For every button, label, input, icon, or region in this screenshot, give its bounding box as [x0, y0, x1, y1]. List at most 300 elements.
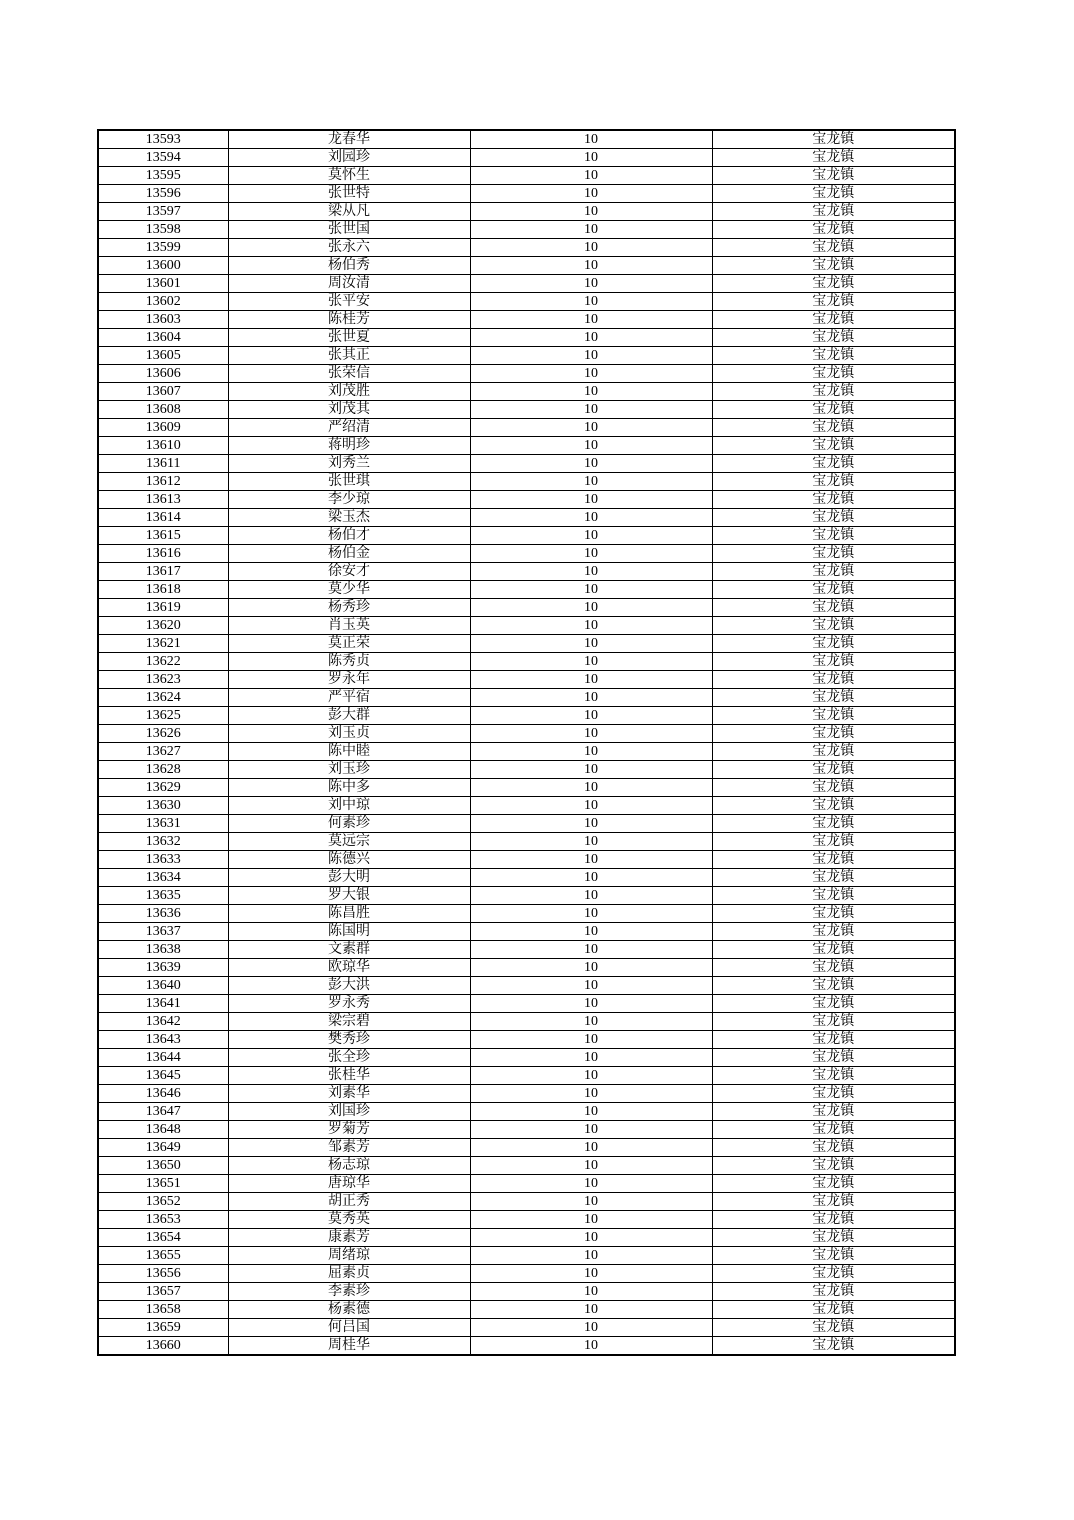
- town-cell: 宝龙镇: [712, 905, 955, 923]
- table-row: [98, 365, 955, 383]
- table-row: [98, 1049, 955, 1067]
- name-cell: 陈国明: [228, 923, 470, 941]
- amount-cell: 10: [470, 761, 712, 779]
- name-cell: 陈德兴: [228, 851, 470, 869]
- table-row: [98, 491, 955, 509]
- town-cell: 宝龙镇: [712, 1211, 955, 1229]
- town-cell: 宝龙镇: [712, 257, 955, 275]
- name-cell: 杨素德: [228, 1301, 470, 1319]
- row-number-cell: 13598: [98, 221, 228, 239]
- row-number-cell: 13616: [98, 545, 228, 563]
- row-number-cell: 13648: [98, 1121, 228, 1139]
- town-cell: 宝龙镇: [712, 473, 955, 491]
- table-row: [98, 455, 955, 473]
- town-cell: 宝龙镇: [712, 149, 955, 167]
- row-number-cell: 13633: [98, 851, 228, 869]
- amount-cell: 10: [470, 329, 712, 347]
- town-cell: 宝龙镇: [712, 185, 955, 203]
- name-cell: 杨志琼: [228, 1157, 470, 1175]
- town-cell: 宝龙镇: [712, 1121, 955, 1139]
- table-row: [98, 779, 955, 797]
- row-number-cell: 13635: [98, 887, 228, 905]
- amount-cell: 10: [470, 419, 712, 437]
- amount-cell: 10: [470, 455, 712, 473]
- amount-cell: 10: [470, 293, 712, 311]
- amount-cell: 10: [470, 149, 712, 167]
- amount-cell: 10: [470, 1103, 712, 1121]
- table-row: [98, 1067, 955, 1085]
- town-cell: 宝龙镇: [712, 130, 955, 149]
- row-number-cell: 13627: [98, 743, 228, 761]
- name-cell: 罗永年: [228, 671, 470, 689]
- town-cell: 宝龙镇: [712, 599, 955, 617]
- amount-cell: 10: [470, 473, 712, 491]
- amount-cell: 10: [470, 653, 712, 671]
- name-cell: 张荣信: [228, 365, 470, 383]
- amount-cell: 10: [470, 887, 712, 905]
- name-cell: 龙春华: [228, 130, 470, 149]
- amount-cell: 10: [470, 707, 712, 725]
- town-cell: 宝龙镇: [712, 275, 955, 293]
- table-row: [98, 257, 955, 275]
- town-cell: 宝龙镇: [712, 923, 955, 941]
- name-cell: 张其正: [228, 347, 470, 365]
- name-cell: 文素群: [228, 941, 470, 959]
- town-cell: 宝龙镇: [712, 401, 955, 419]
- town-cell: 宝龙镇: [712, 221, 955, 239]
- amount-cell: 10: [470, 815, 712, 833]
- town-cell: 宝龙镇: [712, 311, 955, 329]
- name-cell: 严平宿: [228, 689, 470, 707]
- name-cell: 肖玉英: [228, 617, 470, 635]
- name-cell: 李素珍: [228, 1283, 470, 1301]
- name-cell: 蒋明珍: [228, 437, 470, 455]
- name-cell: 屈素贞: [228, 1265, 470, 1283]
- town-cell: 宝龙镇: [712, 833, 955, 851]
- table-row: [98, 473, 955, 491]
- row-number-cell: 13624: [98, 689, 228, 707]
- town-cell: 宝龙镇: [712, 851, 955, 869]
- table-row: [98, 1157, 955, 1175]
- town-cell: 宝龙镇: [712, 293, 955, 311]
- name-cell: 刘中琼: [228, 797, 470, 815]
- town-cell: 宝龙镇: [712, 239, 955, 257]
- name-cell: 梁玉杰: [228, 509, 470, 527]
- town-cell: 宝龙镇: [712, 1283, 955, 1301]
- row-number-cell: 13621: [98, 635, 228, 653]
- amount-cell: 10: [470, 779, 712, 797]
- table-row: [98, 1301, 955, 1319]
- row-number-cell: 13595: [98, 167, 228, 185]
- town-cell: 宝龙镇: [712, 1139, 955, 1157]
- data-table: [97, 129, 956, 1356]
- row-number-cell: 13638: [98, 941, 228, 959]
- table-row: [98, 1283, 955, 1301]
- table-row: [98, 833, 955, 851]
- row-number-cell: 13599: [98, 239, 228, 257]
- table-row: [98, 797, 955, 815]
- row-number-cell: 13631: [98, 815, 228, 833]
- row-number-cell: 13659: [98, 1319, 228, 1337]
- row-number-cell: 13650: [98, 1157, 228, 1175]
- amount-cell: 10: [470, 130, 712, 149]
- name-cell: 陈中睦: [228, 743, 470, 761]
- row-number-cell: 13623: [98, 671, 228, 689]
- town-cell: 宝龙镇: [712, 887, 955, 905]
- table-row: [98, 1013, 955, 1031]
- name-cell: 陈中多: [228, 779, 470, 797]
- table-row: [98, 311, 955, 329]
- amount-cell: 10: [470, 509, 712, 527]
- table-row: [98, 1175, 955, 1193]
- table-row: [98, 617, 955, 635]
- town-cell: 宝龙镇: [712, 167, 955, 185]
- name-cell: 彭大洪: [228, 977, 470, 995]
- amount-cell: 10: [470, 977, 712, 995]
- town-cell: 宝龙镇: [712, 635, 955, 653]
- town-cell: 宝龙镇: [712, 977, 955, 995]
- table-row: [98, 941, 955, 959]
- amount-cell: 10: [470, 491, 712, 509]
- row-number-cell: 13610: [98, 437, 228, 455]
- table-row: [98, 851, 955, 869]
- amount-cell: 10: [470, 833, 712, 851]
- table-row: [98, 707, 955, 725]
- name-cell: 莫正荣: [228, 635, 470, 653]
- name-cell: 莫远宗: [228, 833, 470, 851]
- table-row: [98, 130, 955, 149]
- amount-cell: 10: [470, 1067, 712, 1085]
- amount-cell: 10: [470, 311, 712, 329]
- table-row: [98, 1265, 955, 1283]
- amount-cell: 10: [470, 167, 712, 185]
- table-row: [98, 203, 955, 221]
- row-number-cell: 13593: [98, 130, 228, 149]
- name-cell: 胡正秀: [228, 1193, 470, 1211]
- name-cell: 莫少华: [228, 581, 470, 599]
- name-cell: 唐琼华: [228, 1175, 470, 1193]
- name-cell: 梁宗碧: [228, 1013, 470, 1031]
- row-number-cell: 13597: [98, 203, 228, 221]
- town-cell: 宝龙镇: [712, 1193, 955, 1211]
- amount-cell: 10: [470, 383, 712, 401]
- table-row: [98, 977, 955, 995]
- row-number-cell: 13626: [98, 725, 228, 743]
- town-cell: 宝龙镇: [712, 203, 955, 221]
- amount-cell: 10: [470, 203, 712, 221]
- row-number-cell: 13642: [98, 1013, 228, 1031]
- table-row: [98, 599, 955, 617]
- name-cell: 刘园珍: [228, 149, 470, 167]
- name-cell: 杨秀珍: [228, 599, 470, 617]
- amount-cell: 10: [470, 1319, 712, 1337]
- name-cell: 张世特: [228, 185, 470, 203]
- town-cell: 宝龙镇: [712, 959, 955, 977]
- name-cell: 刘玉珍: [228, 761, 470, 779]
- name-cell: 梁从凡: [228, 203, 470, 221]
- row-number-cell: 13614: [98, 509, 228, 527]
- name-cell: 张世夏: [228, 329, 470, 347]
- amount-cell: 10: [470, 995, 712, 1013]
- amount-cell: 10: [470, 185, 712, 203]
- amount-cell: 10: [470, 941, 712, 959]
- name-cell: 刘国珍: [228, 1103, 470, 1121]
- table-row: [98, 1247, 955, 1265]
- amount-cell: 10: [470, 437, 712, 455]
- town-cell: 宝龙镇: [712, 527, 955, 545]
- name-cell: 莫怀生: [228, 167, 470, 185]
- name-cell: 张平安: [228, 293, 470, 311]
- name-cell: 张世琪: [228, 473, 470, 491]
- table-row: [98, 1121, 955, 1139]
- row-number-cell: 13609: [98, 419, 228, 437]
- table-row: [98, 653, 955, 671]
- amount-cell: 10: [470, 617, 712, 635]
- row-number-cell: 13607: [98, 383, 228, 401]
- town-cell: 宝龙镇: [712, 815, 955, 833]
- name-cell: 张桂华: [228, 1067, 470, 1085]
- town-cell: 宝龙镇: [712, 1337, 955, 1356]
- name-cell: 欧琼华: [228, 959, 470, 977]
- row-number-cell: 13645: [98, 1067, 228, 1085]
- row-number-cell: 13640: [98, 977, 228, 995]
- row-number-cell: 13636: [98, 905, 228, 923]
- name-cell: 李少琼: [228, 491, 470, 509]
- table-row: [98, 869, 955, 887]
- amount-cell: 10: [470, 581, 712, 599]
- amount-cell: 10: [470, 239, 712, 257]
- table-row: [98, 401, 955, 419]
- amount-cell: 10: [470, 347, 712, 365]
- town-cell: 宝龙镇: [712, 581, 955, 599]
- town-cell: 宝龙镇: [712, 779, 955, 797]
- amount-cell: 10: [470, 1157, 712, 1175]
- table-row: [98, 329, 955, 347]
- amount-cell: 10: [470, 923, 712, 941]
- amount-cell: 10: [470, 1049, 712, 1067]
- table-row: [98, 581, 955, 599]
- town-cell: 宝龙镇: [712, 1031, 955, 1049]
- amount-cell: 10: [470, 221, 712, 239]
- name-cell: 彭大群: [228, 707, 470, 725]
- table-row: [98, 923, 955, 941]
- town-cell: 宝龙镇: [712, 617, 955, 635]
- table-row: [98, 815, 955, 833]
- name-cell: 杨伯金: [228, 545, 470, 563]
- town-cell: 宝龙镇: [712, 419, 955, 437]
- row-number-cell: 13601: [98, 275, 228, 293]
- amount-cell: 10: [470, 1247, 712, 1265]
- table-row: [98, 149, 955, 167]
- table-row: [98, 1211, 955, 1229]
- table-row: [98, 743, 955, 761]
- town-cell: 宝龙镇: [712, 329, 955, 347]
- town-cell: 宝龙镇: [712, 1085, 955, 1103]
- name-cell: 陈桂芳: [228, 311, 470, 329]
- table-row: [98, 959, 955, 977]
- town-cell: 宝龙镇: [712, 365, 955, 383]
- row-number-cell: 13608: [98, 401, 228, 419]
- table-row: [98, 1193, 955, 1211]
- town-cell: 宝龙镇: [712, 995, 955, 1013]
- amount-cell: 10: [470, 959, 712, 977]
- amount-cell: 10: [470, 905, 712, 923]
- row-number-cell: 13651: [98, 1175, 228, 1193]
- amount-cell: 10: [470, 851, 712, 869]
- town-cell: 宝龙镇: [712, 491, 955, 509]
- amount-cell: 10: [470, 1211, 712, 1229]
- name-cell: 刘茂胜: [228, 383, 470, 401]
- row-number-cell: 13596: [98, 185, 228, 203]
- table-row: [98, 1319, 955, 1337]
- row-number-cell: 13658: [98, 1301, 228, 1319]
- table-row: [98, 1337, 955, 1356]
- name-cell: 周汝清: [228, 275, 470, 293]
- town-cell: 宝龙镇: [712, 383, 955, 401]
- table-row: [98, 293, 955, 311]
- amount-cell: 10: [470, 545, 712, 563]
- row-number-cell: 13619: [98, 599, 228, 617]
- amount-cell: 10: [470, 1175, 712, 1193]
- table-row: [98, 725, 955, 743]
- row-number-cell: 13602: [98, 293, 228, 311]
- table-row: [98, 383, 955, 401]
- name-cell: 杨伯才: [228, 527, 470, 545]
- town-cell: 宝龙镇: [712, 455, 955, 473]
- table-row: [98, 437, 955, 455]
- row-number-cell: 13606: [98, 365, 228, 383]
- town-cell: 宝龙镇: [712, 545, 955, 563]
- amount-cell: 10: [470, 1193, 712, 1211]
- table-row: [98, 1229, 955, 1247]
- row-number-cell: 13634: [98, 869, 228, 887]
- row-number-cell: 13615: [98, 527, 228, 545]
- town-cell: 宝龙镇: [712, 1157, 955, 1175]
- amount-cell: 10: [470, 401, 712, 419]
- town-cell: 宝龙镇: [712, 761, 955, 779]
- amount-cell: 10: [470, 1229, 712, 1247]
- table-row: [98, 419, 955, 437]
- town-cell: 宝龙镇: [712, 1265, 955, 1283]
- town-cell: 宝龙镇: [712, 653, 955, 671]
- row-number-cell: 13655: [98, 1247, 228, 1265]
- amount-cell: 10: [470, 1031, 712, 1049]
- row-number-cell: 13654: [98, 1229, 228, 1247]
- table-row: [98, 239, 955, 257]
- town-cell: 宝龙镇: [712, 743, 955, 761]
- amount-cell: 10: [470, 725, 712, 743]
- row-number-cell: 13637: [98, 923, 228, 941]
- name-cell: 邹素芳: [228, 1139, 470, 1157]
- row-number-cell: 13630: [98, 797, 228, 815]
- row-number-cell: 13646: [98, 1085, 228, 1103]
- row-number-cell: 13656: [98, 1265, 228, 1283]
- row-number-cell: 13660: [98, 1337, 228, 1356]
- town-cell: 宝龙镇: [712, 1247, 955, 1265]
- amount-cell: 10: [470, 1283, 712, 1301]
- town-cell: 宝龙镇: [712, 1319, 955, 1337]
- table-row: [98, 887, 955, 905]
- row-number-cell: 13649: [98, 1139, 228, 1157]
- row-number-cell: 13611: [98, 455, 228, 473]
- name-cell: 周桂华: [228, 1337, 470, 1356]
- amount-cell: 10: [470, 365, 712, 383]
- town-cell: 宝龙镇: [712, 725, 955, 743]
- table-row: [98, 671, 955, 689]
- row-number-cell: 13639: [98, 959, 228, 977]
- name-cell: 周绪琼: [228, 1247, 470, 1265]
- table-row: [98, 563, 955, 581]
- amount-cell: 10: [470, 527, 712, 545]
- name-cell: 罗菊芳: [228, 1121, 470, 1139]
- row-number-cell: 13644: [98, 1049, 228, 1067]
- name-cell: 陈秀贞: [228, 653, 470, 671]
- table-row: [98, 1085, 955, 1103]
- row-number-cell: 13629: [98, 779, 228, 797]
- town-cell: 宝龙镇: [712, 1103, 955, 1121]
- row-number-cell: 13632: [98, 833, 228, 851]
- name-cell: 刘素华: [228, 1085, 470, 1103]
- table-row: [98, 1031, 955, 1049]
- amount-cell: 10: [470, 689, 712, 707]
- name-cell: 何素珍: [228, 815, 470, 833]
- amount-cell: 10: [470, 1121, 712, 1139]
- row-number-cell: 13604: [98, 329, 228, 347]
- name-cell: 彭大明: [228, 869, 470, 887]
- table-row: [98, 221, 955, 239]
- town-cell: 宝龙镇: [712, 1229, 955, 1247]
- row-number-cell: 13600: [98, 257, 228, 275]
- name-cell: 张世国: [228, 221, 470, 239]
- table-row: [98, 995, 955, 1013]
- town-cell: 宝龙镇: [712, 563, 955, 581]
- name-cell: 罗永秀: [228, 995, 470, 1013]
- name-cell: 罗大银: [228, 887, 470, 905]
- amount-cell: 10: [470, 671, 712, 689]
- name-cell: 张全珍: [228, 1049, 470, 1067]
- town-cell: 宝龙镇: [712, 1301, 955, 1319]
- row-number-cell: 13613: [98, 491, 228, 509]
- amount-cell: 10: [470, 635, 712, 653]
- row-number-cell: 13612: [98, 473, 228, 491]
- table-row: [98, 635, 955, 653]
- name-cell: 刘玉贞: [228, 725, 470, 743]
- town-cell: 宝龙镇: [712, 671, 955, 689]
- row-number-cell: 13625: [98, 707, 228, 725]
- amount-cell: 10: [470, 743, 712, 761]
- table-row: [98, 761, 955, 779]
- table-row: [98, 509, 955, 527]
- row-number-cell: 13628: [98, 761, 228, 779]
- amount-cell: 10: [470, 1013, 712, 1031]
- table-row: [98, 1103, 955, 1121]
- table-row: [98, 689, 955, 707]
- row-number-cell: 13617: [98, 563, 228, 581]
- amount-cell: 10: [470, 275, 712, 293]
- row-number-cell: 13605: [98, 347, 228, 365]
- town-cell: 宝龙镇: [712, 1049, 955, 1067]
- town-cell: 宝龙镇: [712, 1067, 955, 1085]
- amount-cell: 10: [470, 869, 712, 887]
- amount-cell: 10: [470, 1337, 712, 1356]
- amount-cell: 10: [470, 1265, 712, 1283]
- amount-cell: 10: [470, 599, 712, 617]
- row-number-cell: 13657: [98, 1283, 228, 1301]
- name-cell: 莫秀英: [228, 1211, 470, 1229]
- table-row: [98, 275, 955, 293]
- name-cell: 何吕国: [228, 1319, 470, 1337]
- table-row: [98, 347, 955, 365]
